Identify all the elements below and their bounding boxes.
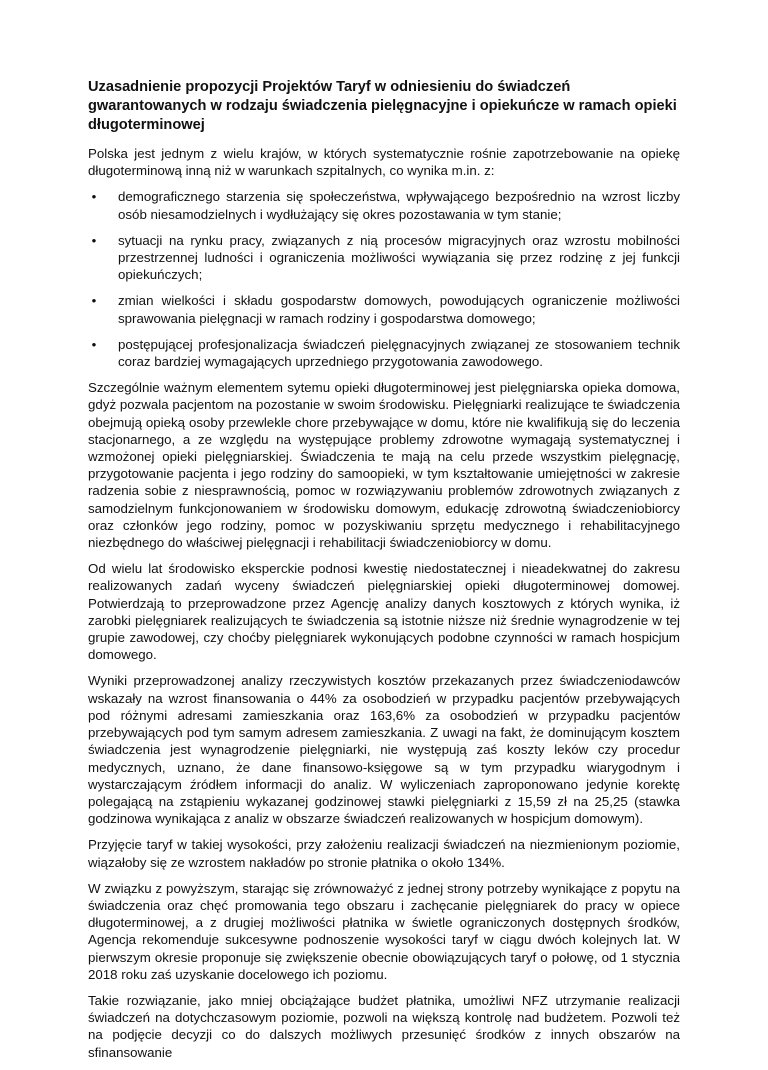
list-item-text: zmian wielkości i składu gospodarstw domowych, powodujących ograniczenie możliwości sprawowania pielęgnacji w ramach rodziny i gospodarstwa domowego; [118, 293, 680, 326]
body-paragraph: Takie rozwiązanie, jako mniej obciążające budżet płatnika, umożliwi NFZ utrzymanie realizacji świadczeń na dotychczasowym poziomie, pozwoli na większą kontrolę nad budżetem. Pozwoli też na podjęcie decyzji co do dalszych możliwych przesunięć środków z innych obszarów na sfinansowanie [88, 992, 680, 1060]
factors-list [88, 188, 680, 370]
document-page [88, 78, 680, 1070]
list-item [88, 188, 680, 222]
list-item-text: demograficznego starzenia się społeczeństwa, wpływającego bezpośrednio na wzrost liczby osób niesamodzielnych i wydłużający się okres pozostawania w tym stanie; [118, 189, 680, 222]
body-paragraph: Wyniki przeprowadzonej analizy rzeczywistych kosztów przekazanych przez świadczeniodawców wskazały na wzrost finansowania o 44% za osobodzień w przypadku pacjentów przebywających pod różnymi adresami zamieszkania oraz 163,6% za osobodzień w przypadku pacjentów przebywających pod tym samym adresem zamieszkania. Z uwagi na fakt, że dominującym kosztem świadczenia jest wynagrodzenie pielęgniarki, nie występują zaś koszty leków czy procedur medycznych, uznano, że dane finansowo-księgowe są w tym przypadku wiarygodnym i wystarczającym źródłem informacji do analiz. W wyliczeniach zaproponowano jedynie korektę polegającą na zstąpieniu wykazanej godzinowej stawki pielęgniarki z 15,59 zł na 25,25 (stawka godzinowa wynikająca z analiz w obszarze świadczeń realizowanych w hospicjum domowym). [88, 673, 680, 827]
document-title: Uzasadnienie propozycji Projektów Taryf w odniesieniu do świadczeń gwarantowanych w rodzaju świadczenia pielęgnacyjne i opiekuńcze w ramach opieki długoterminowej [88, 79, 677, 133]
bullet-icon: • [91, 232, 97, 248]
bullet-icon: • [91, 293, 97, 309]
intro-paragraph: Polska jest jednym z wielu krajów, w których systematycznie rośnie zapotrzebowanie na opiekę długoterminową inną niż w warunkach szpitalnych, co wynika m.in. z: [88, 146, 680, 179]
body-paragraph: Przyjęcie taryf w takiej wysokości, przy założeniu realizacji świadczeń na niezmienionym poziomie, wiązałoby się ze wzrostem nakładów po stronie płatnika o około 134%. [88, 837, 680, 870]
list-item-text: sytuacji na rynku pracy, związanych z nią procesów migracyjnych oraz wzrostu mobilności przestrzennej ludności i ograniczenia możliwości wywiązania się przez rodzinę z jej funkcji opiekuńczych; [118, 232, 680, 283]
body-paragraph: W związku z powyższym, starając się zrównoważyć z jednej strony potrzeby wynikające z popytu na świadczenia oraz chęć promowania tego obszaru i zachęcanie pielęgniarek do pracy w opiece długoterminowej, a z drugiej możliwości płatnika w świetle ograniczonych dostępnych środków, Agencja rekomenduje sukcesywne podnoszenie wysokości taryf w ciągu dwóch kolejnych lat. W pierwszym okresie proponuje się zwiększenie obecnie obowiązujących taryf o połowę, od 1 stycznia 2018 roku zaś uzyskanie docelowego ich poziomu. [88, 880, 680, 982]
list-item [88, 292, 680, 326]
list-item [88, 232, 680, 284]
body-paragraph: Od wielu lat środowisko eksperckie podnosi kwestię niedostatecznej i nieadekwatnej do zakresu realizowanych zadań wyceny świadczeń pielęgniarskiej opieki długoterminowej domowej. Potwierdzają to przeprowadzone przez Agencję analizy danych kosztowych z których wynika, iż zarobki pielęgniarek realizujących te świadczenia są istotnie niższe niż średnie wynagrodzenie w tej grupie zawodowej, czy choćby pielęgniarek wykonujących podobne czynności w ramach hospicjum domowego. [88, 561, 680, 663]
body-paragraph: Szczególnie ważnym elementem sytemu opieki długoterminowej jest pielęgniarska opieka domowa, gdyż pozwala pacjentom na pozostanie w swoim środowisku. Pielęgniarki realizujące te świadczenia obejmują opieką osoby przewlekle chore przebywające w domu, które nie kwalifikują się do leczenia stacjonarnego, a ze względu na występujące problemy zdrowotne wymagają systematycznej i wzmożonej opieki pielęgniarskiej. Świadczenia te mają na celu przede wszystkim pielęgnację, przygotowanie pacjenta i jego rodziny do samoopieki, w tym kształtowanie umiejętności w zakresie radzenia sobie z niesprawnością, pomoc w rozwiązywaniu problemów zdrowotnych związanych z samodzielnym funkcjonowaniem w środowisku domowym, edukację zdrowotną świadczeniobiorcy oraz członków jego rodziny, pomoc w pozyskiwaniu sprzętu medycznego i rehabilitacyjnego niezbędnego do właściwej pielęgnacji i rehabilitacji świadczeniobiorcy w domu. [88, 380, 680, 551]
bullet-icon: • [91, 189, 97, 205]
bullet-icon: • [91, 336, 97, 352]
list-item [88, 336, 680, 370]
list-item-text: postępującej profesjonalizacja świadczeń pielęgnacyjnych związanej ze stosowaniem technik coraz bardziej wymagających uprzedniego przygotowania zawodowego. [118, 336, 680, 370]
